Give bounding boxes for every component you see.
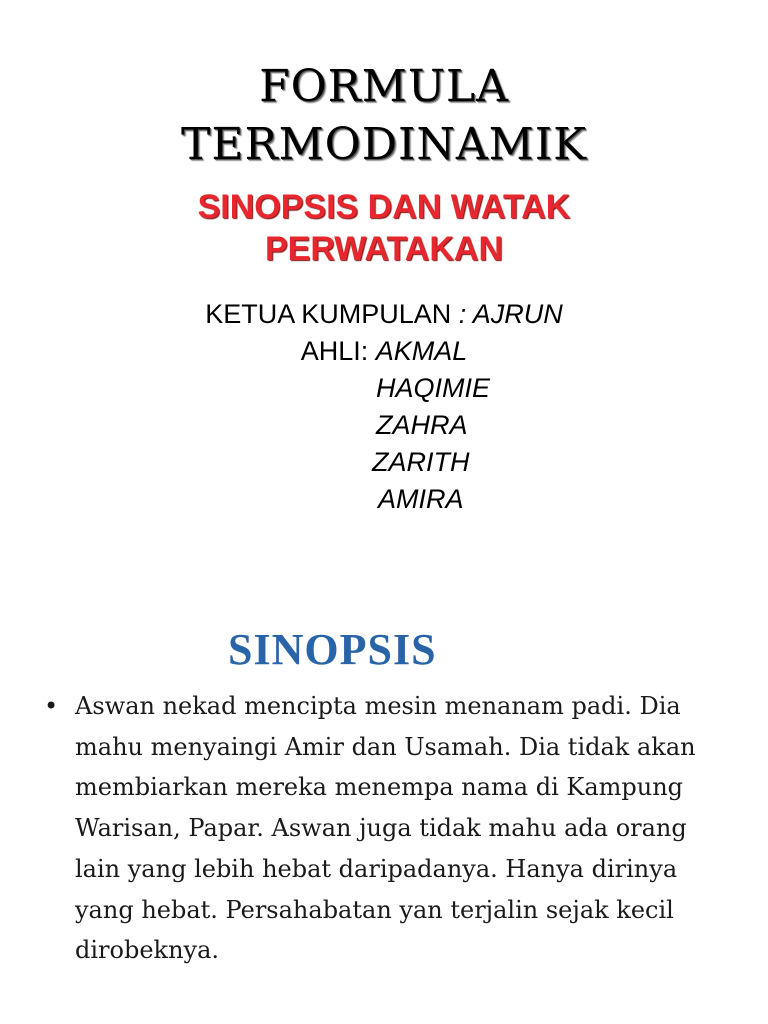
group-leader (0, 296, 768, 332)
list-item (0, 370, 768, 407)
synopsis-text: Aswan nekad mencipta mesin menanam padi. Dia mahu menyaingi Amir dan Usamah. Dia tidak akan membiarkan mereka menempa nama di Kampung Warisan, Papar. Aswan juga tidak mahu ada orang lain yang lebih hebat daripadanya. Hanya dirinya yang hebat. Persahabatan yan terjalin sejak kecil dirobeknya. (75, 692, 696, 965)
members-heading (0, 333, 768, 369)
member-name: AKMAL (375, 336, 468, 366)
synopsis-list (40, 686, 730, 971)
list-item (0, 481, 768, 518)
document-subtitle (0, 186, 768, 270)
leader-name: : AJRUN (458, 299, 563, 329)
subtitle-line-2: PERWATAKAN (265, 230, 503, 268)
leader-label: KETUA KUMPULAN (205, 299, 459, 329)
list-item (0, 444, 768, 481)
member-name: ZAHRA (376, 410, 468, 440)
member-name: ZARITH (372, 447, 470, 477)
subtitle-line-1: SINOPSIS DAN WATAK (197, 188, 571, 226)
list-item (0, 407, 768, 444)
member-list (0, 370, 768, 518)
title-line-1: FORMULA (259, 61, 509, 112)
members-label: AHLI: (300, 336, 376, 366)
bullet-icon: • (44, 692, 59, 720)
document-title (0, 58, 768, 174)
synopsis-heading: SINOPSIS (228, 625, 437, 674)
list-item (40, 686, 730, 971)
member-name: AMIRA (378, 484, 464, 514)
member-name: HAQIMIE (376, 373, 491, 403)
title-line-2: TERMODINAMIK (181, 119, 587, 170)
